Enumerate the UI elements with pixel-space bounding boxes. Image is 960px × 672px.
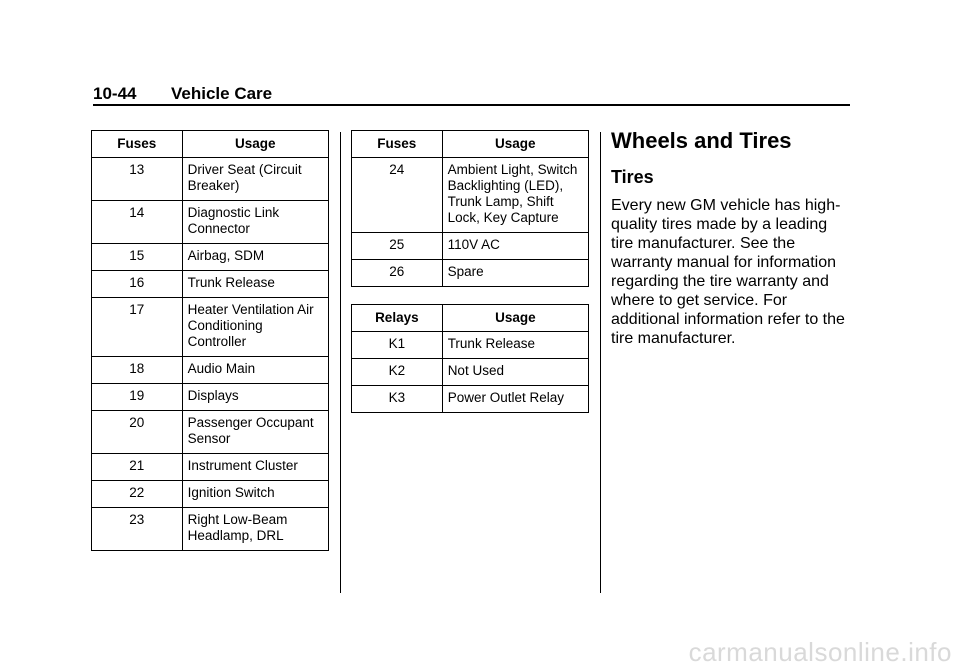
fuse-usage: Instrument Cluster (182, 454, 328, 481)
relay-number: K3 (352, 386, 443, 413)
fuse-table-right (351, 130, 589, 287)
table-row (352, 158, 589, 233)
table-row (92, 298, 329, 357)
fuse-usage: Trunk Release (182, 271, 328, 298)
fuse-number: 17 (92, 298, 183, 357)
table-row (352, 233, 589, 260)
subsection-title: Tires (611, 167, 654, 187)
fuse-number: 24 (352, 158, 443, 233)
fuse-usage: Ambient Light, Switch Backlighting (LED), Trunk Lamp, Shift Lock, Key Capture (442, 158, 588, 233)
fuse-usage: Ignition Switch (182, 481, 328, 508)
table-row (92, 158, 329, 201)
table-row (92, 454, 329, 481)
fuse-usage: 110V AC (442, 233, 588, 260)
column-header-fuses: Fuses (92, 131, 183, 158)
table-row (92, 508, 329, 551)
table-header-row (352, 305, 589, 332)
fuse-number: 18 (92, 357, 183, 384)
fuse-number: 20 (92, 411, 183, 454)
table-header-row (92, 131, 329, 158)
fuse-number: 16 (92, 271, 183, 298)
body-paragraph: Every new GM vehicle has high-quality tires made by a leading tire manufacturer. See the warranty manual for information regarding the tire warranty and where to get service. For additional information refer to the tire manufacturer. (611, 197, 845, 347)
column-header-fuses: Fuses (352, 131, 443, 158)
fuse-number: 21 (92, 454, 183, 481)
column-header-relays: Relays (352, 305, 443, 332)
fuse-number: 14 (92, 201, 183, 244)
table-row (352, 332, 589, 359)
column-header-usage: Usage (182, 131, 328, 158)
fuse-usage: Spare (442, 260, 588, 287)
fuse-usage: Right Low-Beam Headlamp, DRL (182, 508, 328, 551)
fuse-usage: Passenger Occupant Sensor (182, 411, 328, 454)
relay-usage: Power Outlet Relay (442, 386, 588, 413)
relay-table (351, 304, 589, 413)
fuse-number: 19 (92, 384, 183, 411)
table-row (352, 260, 589, 287)
fuse-number: 25 (352, 233, 443, 260)
fuse-usage: Heater Ventilation Air Conditioning Controller (182, 298, 328, 357)
header-rule (93, 104, 850, 106)
fuse-number: 13 (92, 158, 183, 201)
table-header-row (352, 131, 589, 158)
relay-usage: Trunk Release (442, 332, 588, 359)
relay-usage: Not Used (442, 359, 588, 386)
fuse-usage: Displays (182, 384, 328, 411)
table-row (92, 201, 329, 244)
fuse-number: 15 (92, 244, 183, 271)
relay-number: K2 (352, 359, 443, 386)
section-title: Wheels and Tires (611, 128, 792, 153)
column-header-usage: Usage (442, 131, 588, 158)
fuse-usage: Audio Main (182, 357, 328, 384)
fuse-number: 22 (92, 481, 183, 508)
table-row (92, 481, 329, 508)
table-row (352, 386, 589, 413)
fuse-usage: Diagnostic Link Connector (182, 201, 328, 244)
table-row (92, 357, 329, 384)
fuse-table-left (91, 130, 329, 551)
column-divider-left (340, 132, 341, 593)
watermark: carmanualsonline.info (688, 637, 952, 667)
fuse-usage: Airbag, SDM (182, 244, 328, 271)
section-name: Vehicle Care (171, 84, 273, 103)
column-divider-right (600, 132, 601, 593)
table-row (92, 271, 329, 298)
fuse-number: 26 (352, 260, 443, 287)
page-number: 10-44 (93, 84, 137, 103)
table-row (92, 411, 329, 454)
table-row (92, 384, 329, 411)
relay-number: K1 (352, 332, 443, 359)
column-header-usage: Usage (442, 305, 588, 332)
fuse-usage: Driver Seat (Circuit Breaker) (182, 158, 328, 201)
page-header (93, 82, 850, 106)
table-row (92, 244, 329, 271)
table-row (352, 359, 589, 386)
fuse-number: 23 (92, 508, 183, 551)
